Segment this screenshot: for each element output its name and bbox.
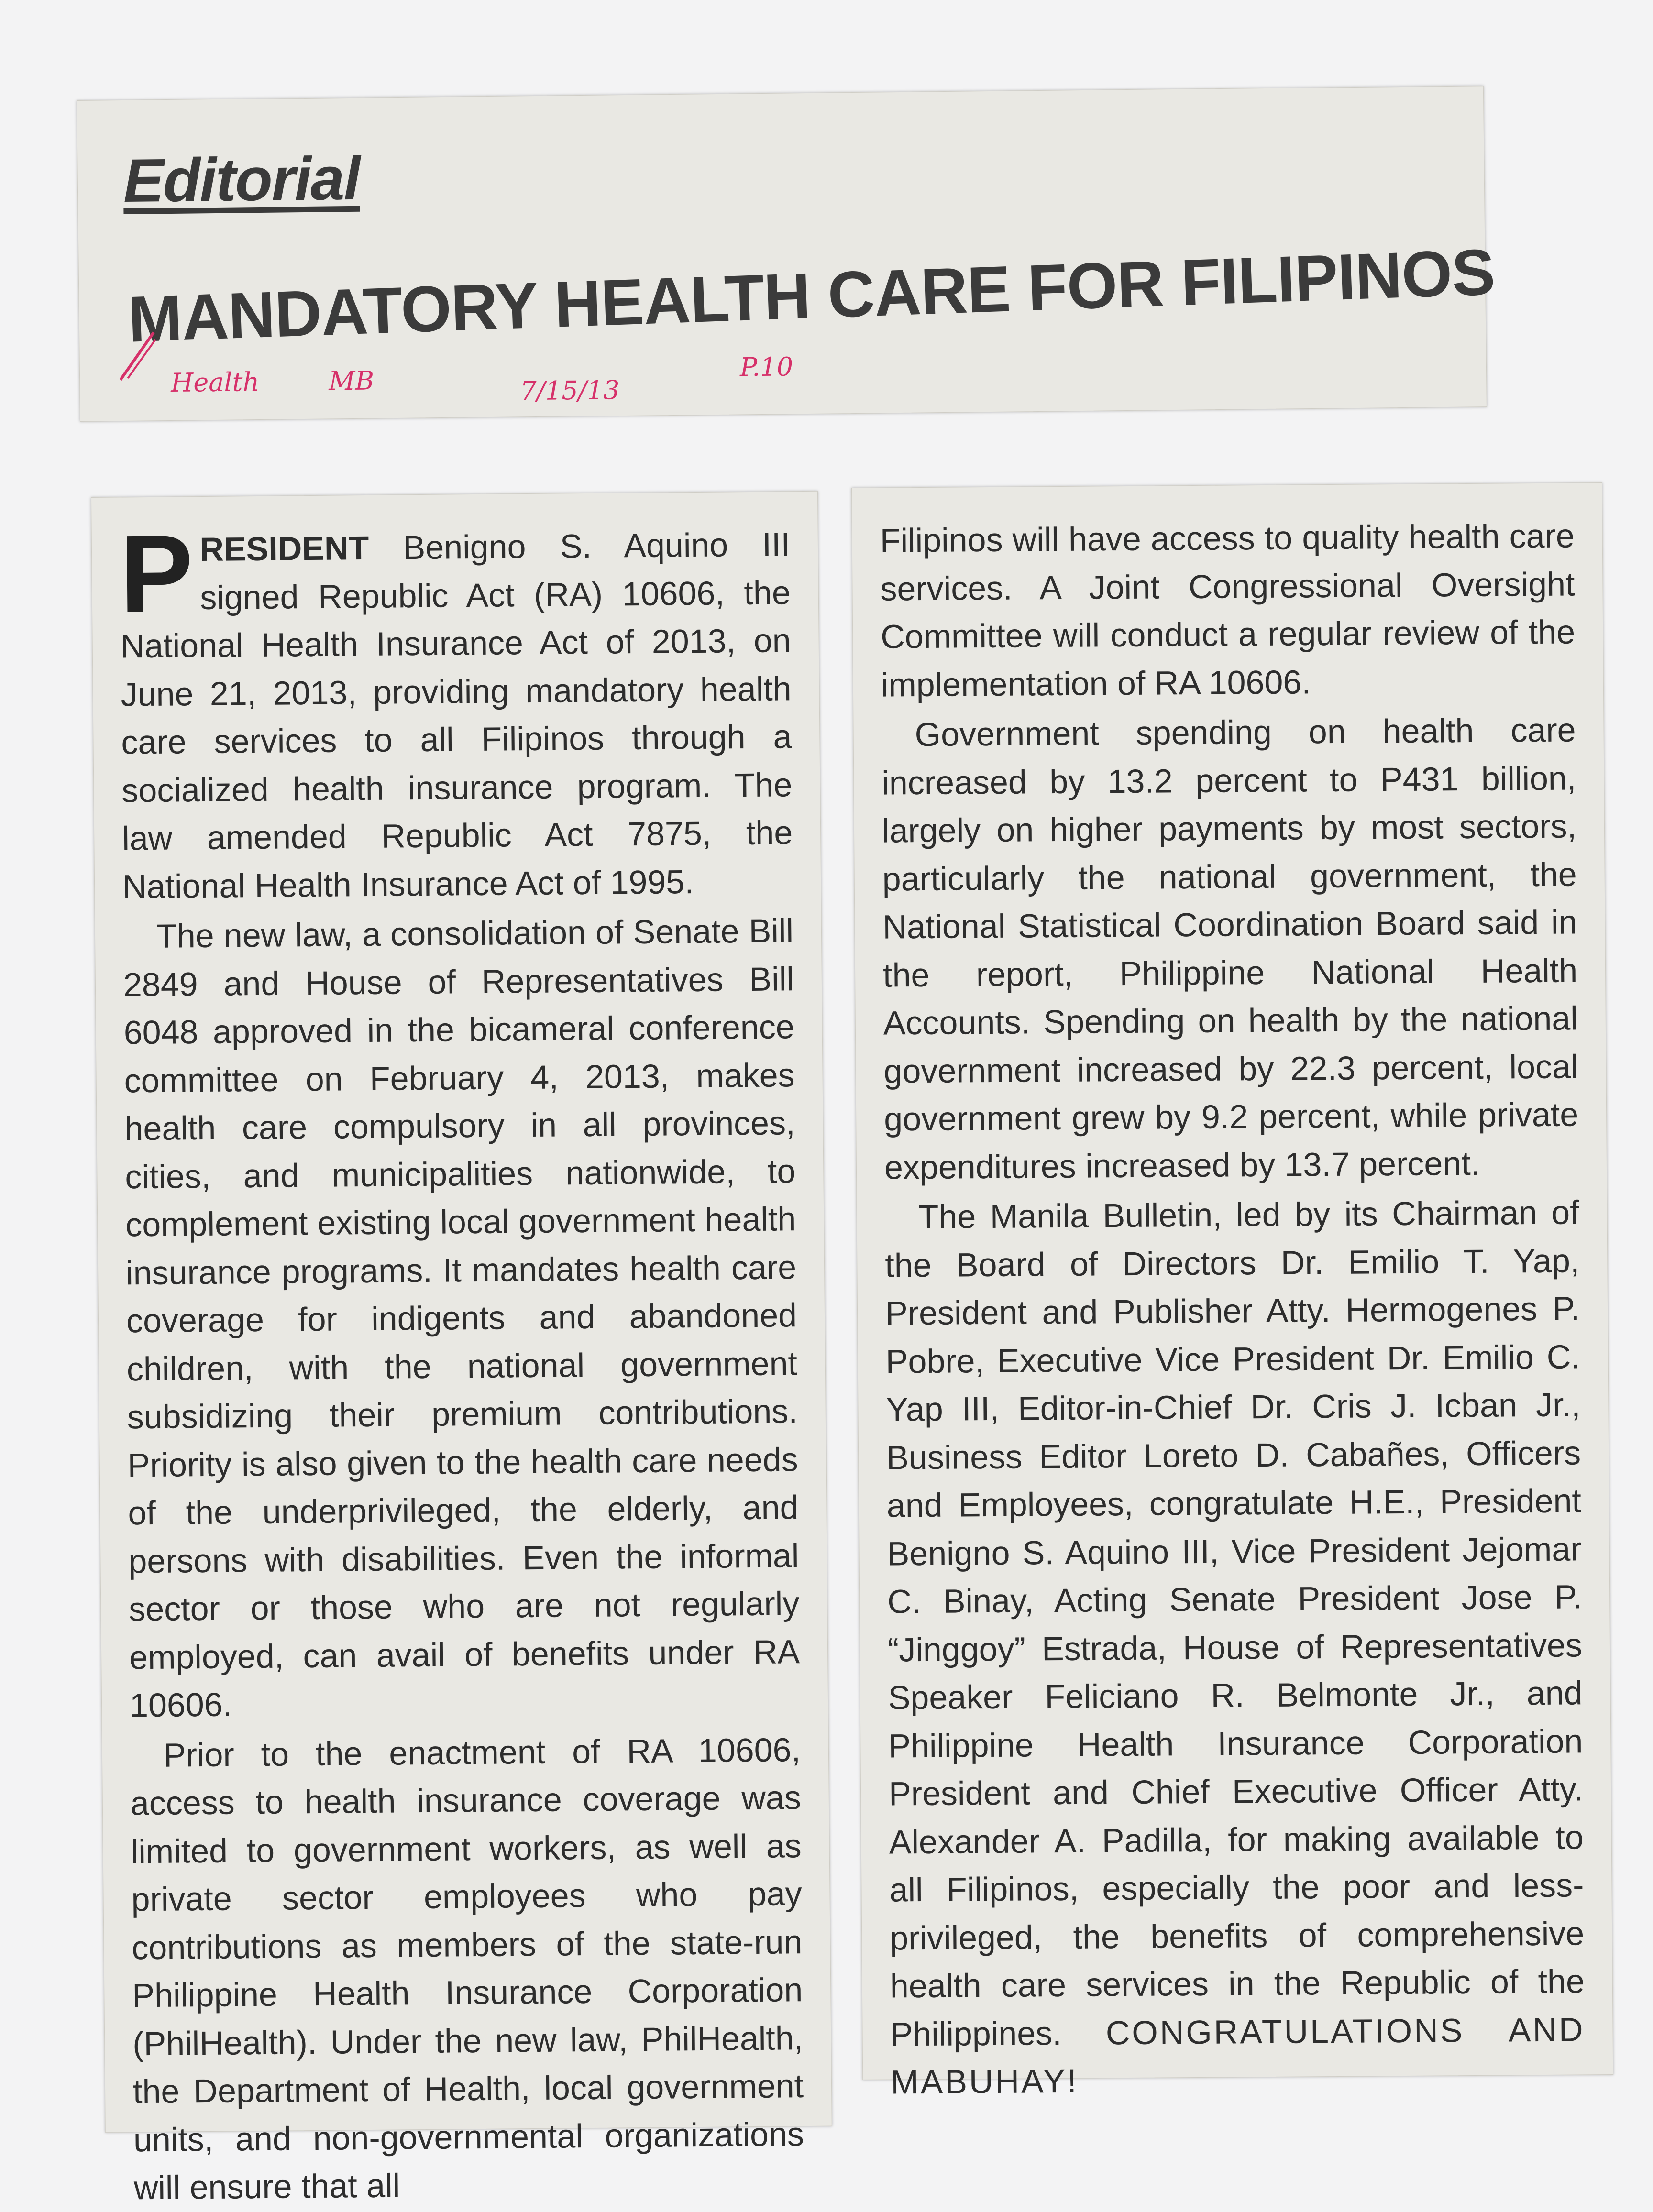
article-paragraph: Prior to the enactment of RA 10606, access to health insurance coverage was limited to government workers, as well as private sector employees who pay contributions as members of the state-run Philippine Health Insurance Corporation (PhilHealth). Under the new law, PhilHealth, the Department of Health, local government units, and non-governmental organizations will ensure that all [130,1730,804,2207]
paragraph-text: The Manila Bulletin, led by its Chairman of the Board of Directors Dr. Emilio T. Yap, President and Publisher Atty. Hermogenes P. Pobre, Executive Vice President Dr. Emilio C. Yap III, Editor-in-Chief Dr. Cris J. Icban Jr., Business Editor Loreto D. Cabañes, Officers and Employees, congratulate H.E., President Benigno S. Aquino III, Vice President Jejomar C. Binay, Acting Senate President Jose P. “Jinggoy” Estrada, House of Representatives Speaker Feliciano R. Belmonte Jr., and Philippine Health Insurance Corporation President and Chief Executive Officer Atty. Alexander A. Padilla, for making available to all Filipinos, especially the poor and less-privileged, the benefits of comprehensive health care services in the Republic of the Philippines. [885,1194,1585,2053]
handwritten-source: MB [328,365,375,396]
article-column-left [91,491,832,2207]
closing-line: CONGRATULATIONS AND MABUHAY! [891,2010,1585,2101]
article-paragraph: Filipinos will have access to quality health care services. A Joint Congressional Oversight Committee will conduct a regular review of the implementation of RA 10606. [880,517,1576,704]
article-column-right [851,482,1613,2101]
article-paragraph: The new law, a consolidation of Senate Bill 2849 and House of Representatives Bill 6048 approved in the bicameral conference committee on February 4, 2013, makes health care compulsory in all provinces, cities, and municipalities nationwide, to complement existing local government health insurance programs. It mandates health care coverage for indigents and abandoned children, with the national government subsidizing their premium contributions. Priority is also given to the health care needs of the underprivileged, the elderly, and persons with disabilities. Even the informal sector or those who are not regularly employed, can avail of benefits under RA 10606. [123,912,800,1724]
section-label: Editorial [123,144,360,215]
headline: MANDATORY HEALTH CARE FOR FILIPINOS [127,235,1496,356]
paragraph-text: Benigno S. Aquino III signed Republic Act (RA) 10606, the National Health Insurance Act of 2013, on June 21, 2013, providing mandatory health care services to all Filipinos through a socialized health insurance program. The law amended Republic Act 7875, the National Health Insurance Act of 1995. [120,526,793,905]
lead-word: RESIDENT [199,529,369,569]
handwritten-date: 7/15/13 [520,375,620,406]
handwritten-page: P.10 [739,351,793,383]
handwritten-topic: Health [170,367,260,398]
drop-cap: P [119,512,194,635]
article-paragraph [119,512,793,910]
header-clipping [77,86,1496,422]
article-paragraph [884,1188,1585,2106]
article-paragraph: Government spending on health care increased by 13.2 percent to P431 billion, largely on higher payments by most sectors, particularly the national government, the National Statistical Coordination Board said in the report, Philippine National Health Accounts. Spending on health by the national government increased by 22.3 percent, local government grew by 9.2 percent, while private expenditures increased by 13.7 percent. [882,711,1579,1186]
